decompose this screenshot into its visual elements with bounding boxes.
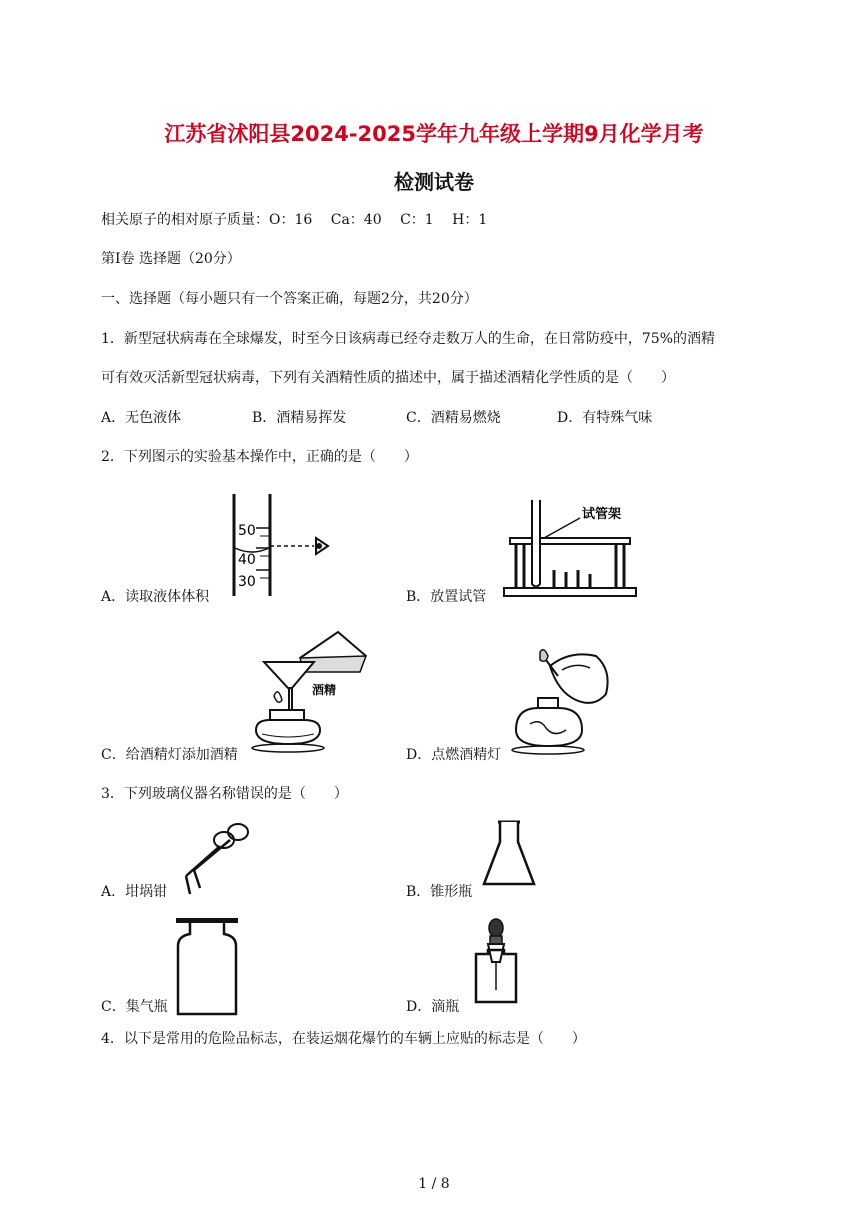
document-title: 江苏省沭阳县2024-2025学年九年级上学期9月化学月考 (164, 122, 704, 146)
q2-option-d: D．点燃酒精灯 (406, 747, 502, 763)
alcohol-funnel-figure (248, 626, 370, 754)
q1-option-d: D．有特殊气味 (557, 410, 653, 426)
q1-option-c: C．酒精易燃烧 (406, 410, 501, 426)
crucible-tongs-figure (176, 818, 258, 898)
q3-option-a: A．坩埚钳 (101, 884, 168, 900)
section-heading: 一、选择题（每小题只有一个答案正确，每题2分，共20分） (101, 291, 478, 307)
graduated-cylinder-figure (222, 490, 334, 598)
rack-label: 试管架 (582, 507, 622, 522)
q2-stem: 2．下列图示的实验基本操作中，正确的是（ ） (101, 449, 418, 465)
q1-option-a: A．无色液体 (101, 410, 182, 426)
q2-option-c: C．给酒精灯添加酒精 (101, 747, 238, 763)
atomic-mass-line: 相关原子的相对原子质量：O：16 Ca：40 C：1 H：1 (101, 212, 488, 228)
q3-option-b: B．锥形瓶 (406, 884, 473, 900)
q2-option-a: A．读取液体体积 (101, 589, 210, 605)
q2-option-b: B．放置试管 (406, 589, 487, 605)
q1-stem-line1: 1．新型冠状病毒在全球爆发，时至今日该病毒已经夺走数万人的生命，在日常防疫中，75%的酒精 (101, 331, 716, 347)
erlenmeyer-flask-figure (480, 818, 538, 890)
alcohol-label: 酒精 (312, 683, 337, 697)
q1-stem-line2: 可有效灭活新型冠状病毒，下列有关酒精性质的描述中，属于描述酒精化学性质的是（ ） (101, 370, 675, 386)
q3-stem: 3．下列玻璃仪器名称错误的是（ ） (101, 786, 348, 802)
cylinder-tick-40: 40 (238, 552, 256, 568)
q3-option-d: D．滴瓶 (406, 999, 460, 1015)
lighting-lamp-figure (510, 646, 618, 756)
page-number: 1 / 8 (418, 1176, 450, 1192)
gas-bottle-figure (172, 914, 242, 1018)
cylinder-tick-50: 50 (238, 523, 256, 539)
dropper-bottle-figure (472, 914, 520, 1006)
document-subtitle: 检测试卷 (394, 170, 474, 194)
q1-option-b: B．酒精易挥发 (252, 410, 347, 426)
q4-stem: 4．以下是常用的危险品标志，在装运烟花爆竹的车辆上应贴的标志是（ ） (101, 1031, 586, 1047)
test-tube-rack-figure (500, 492, 640, 598)
cylinder-tick-30: 30 (238, 574, 256, 590)
q3-option-c: C．集气瓶 (101, 999, 168, 1015)
part-heading: 第Ⅰ卷 选择题（20分） (101, 251, 241, 267)
